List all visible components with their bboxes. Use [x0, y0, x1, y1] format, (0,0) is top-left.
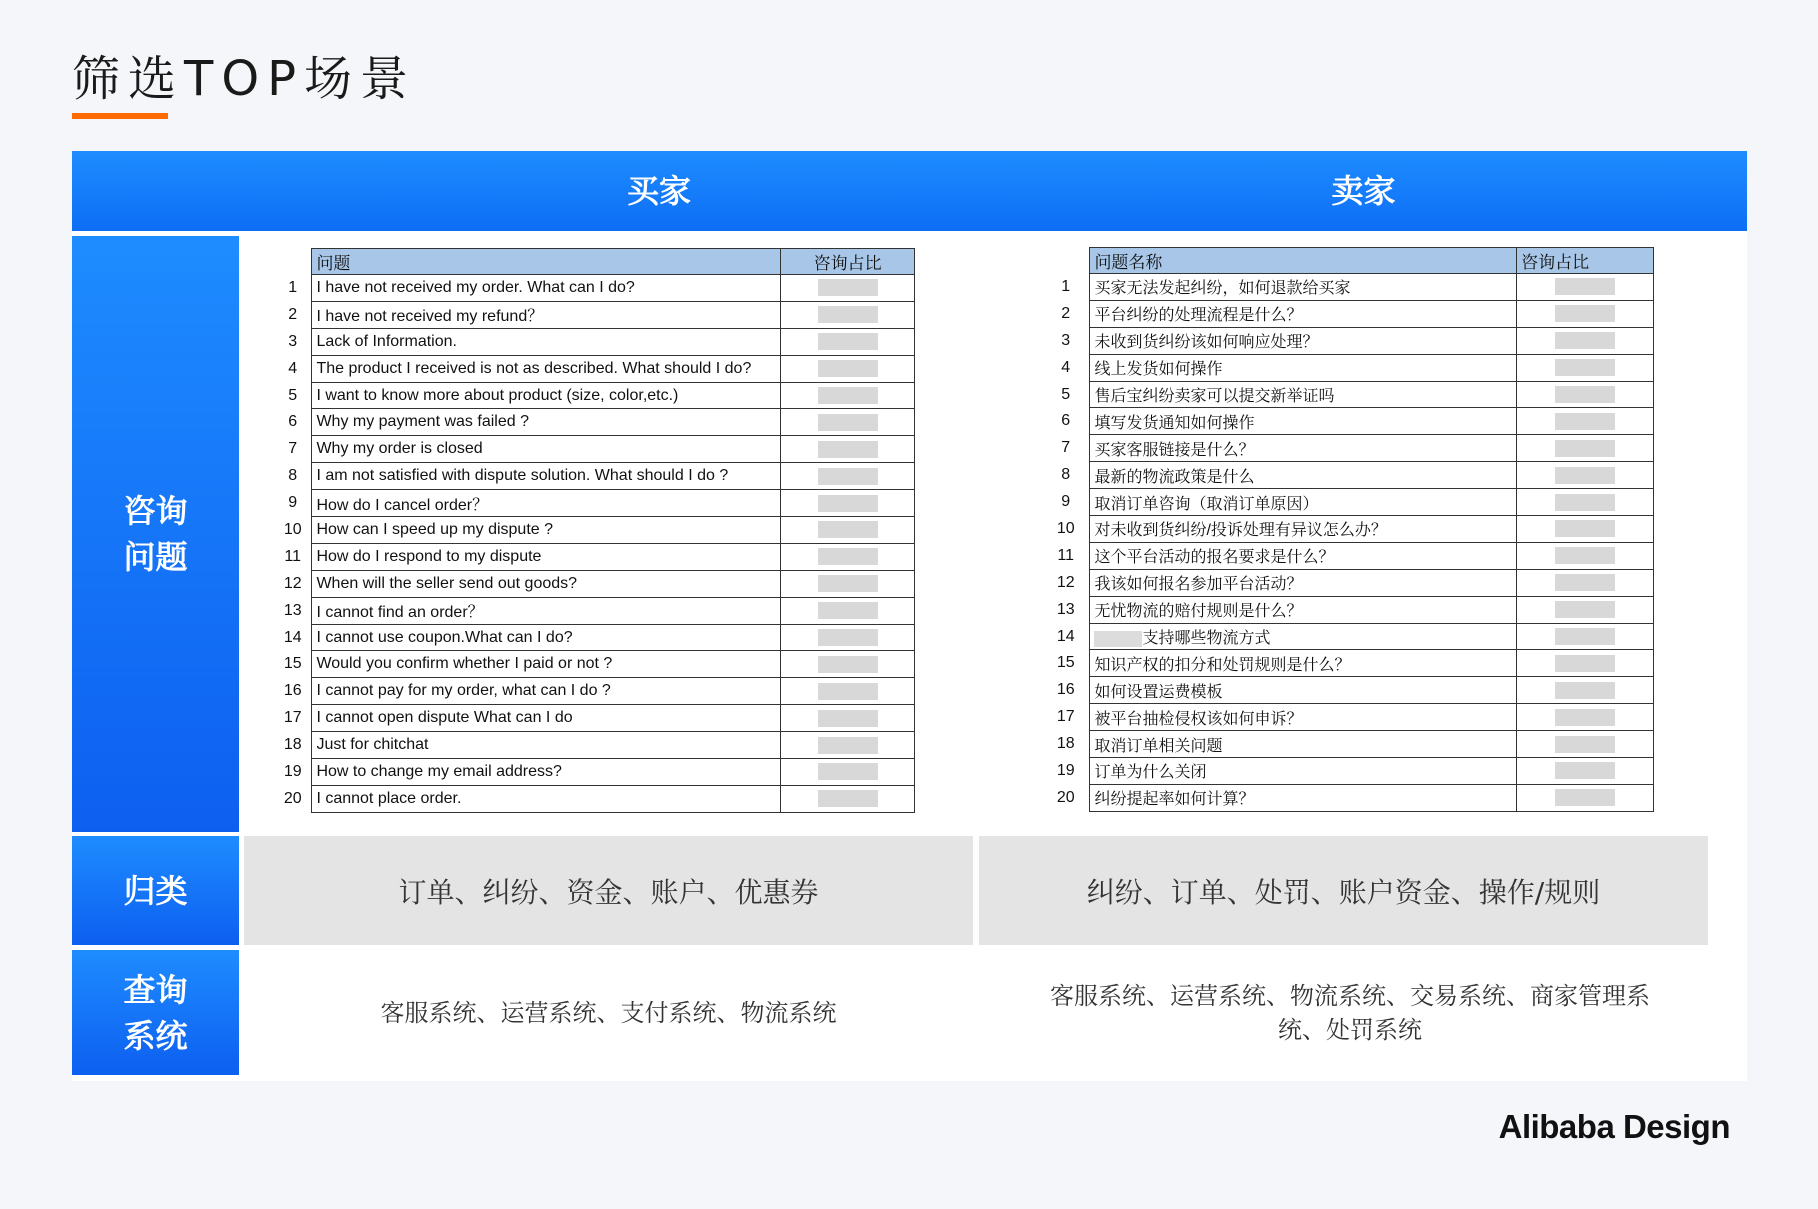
redacted-ratio: [818, 548, 878, 565]
row-number: 1: [274, 275, 312, 302]
question-text: I have not received my order. What can I do?: [312, 275, 781, 302]
question-text: 最新的物流政策是什么: [1090, 462, 1517, 489]
seller-table-header-ratio: 咨询占比: [1517, 248, 1654, 274]
redacted-ratio: [818, 414, 878, 431]
buyer-table-row: [274, 570, 915, 597]
row-label-questions: 咨询 问题: [72, 236, 239, 832]
ratio-cell: [781, 759, 915, 786]
redacted-ratio: [1555, 359, 1615, 376]
ratio-cell: [781, 409, 915, 436]
redacted-ratio: [818, 656, 878, 673]
row-number: 10: [1042, 516, 1090, 543]
seller-table-row: [1042, 758, 1654, 785]
redacted-ratio: [818, 629, 878, 646]
question-text: When will the seller send out goods?: [312, 570, 781, 597]
row-number: 9: [274, 490, 312, 517]
row-number: 14: [1042, 623, 1090, 650]
question-text: I cannot find an order？: [312, 597, 781, 624]
question-text-rest: 支持哪些物流方式: [1142, 630, 1271, 648]
ratio-cell: [1517, 758, 1654, 785]
question-text: How do I cancel order？: [312, 490, 781, 517]
row-number: 16: [274, 678, 312, 705]
row-number: 13: [1042, 596, 1090, 623]
redacted-ratio: [1555, 520, 1615, 537]
ratio-cell: [781, 624, 915, 651]
seller-table-row: [1042, 489, 1654, 516]
row-number: 6: [274, 409, 312, 436]
ratio-cell: [1517, 327, 1654, 354]
buyer-table-row: [274, 624, 915, 651]
buyer-table-row: [274, 490, 915, 517]
redacted-ratio: [1555, 386, 1615, 403]
row-number: 20: [274, 785, 312, 812]
page-title: 筛选TOP场景: [72, 51, 417, 107]
buyer-table-row: [274, 651, 915, 678]
question-text: 填写发货通知如何操作: [1090, 408, 1517, 435]
ratio-cell: [781, 785, 915, 812]
row-number: 7: [274, 436, 312, 463]
redacted-ratio: [1555, 413, 1615, 430]
redacted-ratio: [1555, 628, 1615, 645]
buyer-table-row: [274, 382, 915, 409]
seller-table-row: [1042, 596, 1654, 623]
question-text: 如何设置运费模板: [1090, 677, 1517, 704]
seller-table-row: [1042, 354, 1654, 381]
row-number: 6: [1042, 408, 1090, 435]
seller-table-row: [1042, 516, 1654, 543]
redacted-ratio: [818, 763, 878, 780]
seller-category-cell: 纠纷、订单、处罚、账户资金、操作/规则: [979, 836, 1708, 945]
seller-table-row: [1042, 623, 1654, 650]
seller-table-row: [1042, 327, 1654, 354]
question-text: How to change my email address?: [312, 759, 781, 786]
redacted-ratio: [1555, 736, 1615, 753]
question-text: 被平台抽检侵权该如何申诉？: [1090, 704, 1517, 731]
ratio-cell: [781, 597, 915, 624]
buyer-table-row: [274, 517, 915, 544]
redacted-ratio: [1555, 467, 1615, 484]
redacted-ratio: [818, 602, 878, 619]
question-text: 我该如何报名参加平台活动？: [1090, 569, 1517, 596]
ratio-cell: [781, 705, 915, 732]
redacted-ratio: [1555, 332, 1615, 349]
ratio-cell: [1517, 784, 1654, 811]
question-text: Why my order is closed: [312, 436, 781, 463]
ratio-cell: [1517, 677, 1654, 704]
redacted-ratio: [818, 333, 878, 350]
buyer-table-header-question: 问题: [312, 249, 781, 275]
buyer-table-row: [274, 436, 915, 463]
question-text: 售后宝纠纷卖家可以提交新举证吗: [1090, 381, 1517, 408]
row-number: 11: [1042, 542, 1090, 569]
ratio-cell: [1517, 435, 1654, 462]
ratio-cell: [781, 570, 915, 597]
buyer-table-row: [274, 463, 915, 490]
row-number: 13: [274, 597, 312, 624]
ratio-cell: [781, 543, 915, 570]
question-text: How do I respond to my dispute: [312, 543, 781, 570]
redacted-ratio: [1555, 709, 1615, 726]
redacted-ratio: [1555, 494, 1615, 511]
redacted-ratio: [1555, 305, 1615, 322]
redacted-ratio: [1555, 655, 1615, 672]
ratio-cell: [1517, 623, 1654, 650]
redacted-ratio: [1555, 789, 1615, 806]
row-number: 19: [1042, 758, 1090, 785]
seller-systems-cell: 客服系统、运营系统、物流系统、交易系统、商家管理系 统、处罚系统: [1050, 981, 1650, 1044]
question-text: I cannot open dispute What can I do: [312, 705, 781, 732]
question-text: 未收到货纠纷该如何响应处理？: [1090, 327, 1517, 354]
ratio-cell: [781, 651, 915, 678]
row-number: 10: [274, 517, 312, 544]
buyer-table-row: [274, 355, 915, 382]
redacted-ratio: [818, 360, 878, 377]
ratio-cell: [781, 732, 915, 759]
row-number: 11: [274, 543, 312, 570]
ratio-cell: [1517, 516, 1654, 543]
question-text: [1090, 623, 1517, 650]
seller-table-row: [1042, 677, 1654, 704]
row-number: 4: [274, 355, 312, 382]
brand-logo: Alibaba Design: [1498, 1108, 1730, 1145]
column-header-bar: [72, 151, 1747, 231]
question-text: I cannot place order.: [312, 785, 781, 812]
buyer-table-row: [274, 732, 915, 759]
redacted-ratio: [818, 495, 878, 512]
row-number: 16: [1042, 677, 1090, 704]
row-number: 3: [1042, 327, 1090, 354]
question-text: 这个平台活动的报名要求是什么？: [1090, 542, 1517, 569]
row-number: 18: [1042, 731, 1090, 758]
ratio-cell: [1517, 650, 1654, 677]
redacted-text: [1094, 631, 1142, 647]
ratio-cell: [781, 275, 915, 302]
row-number: 4: [1042, 354, 1090, 381]
buyer-column-title: 买家: [626, 172, 691, 210]
ratio-cell: [781, 328, 915, 355]
buyer-table-row: [274, 301, 915, 328]
redacted-ratio: [818, 710, 878, 727]
row-number: 17: [274, 705, 312, 732]
question-text: 纠纷提起率如何计算？: [1090, 784, 1517, 811]
seller-table-row: [1042, 408, 1654, 435]
redacted-ratio: [1555, 762, 1615, 779]
row-label-category: 归类: [72, 836, 239, 945]
buyer-table-row: [274, 328, 915, 355]
ratio-cell: [1517, 542, 1654, 569]
question-text: 买家客服链接是什么？: [1090, 435, 1517, 462]
question-text: How can I speed up my dispute ?: [312, 517, 781, 544]
redacted-ratio: [1555, 440, 1615, 457]
redacted-ratio: [818, 683, 878, 700]
redacted-ratio: [1555, 547, 1615, 564]
row-number: 5: [1042, 381, 1090, 408]
row-number: 1: [1042, 274, 1090, 301]
question-text: 线上发货如何操作: [1090, 354, 1517, 381]
question-text: Why my payment was failed ?: [312, 409, 781, 436]
ratio-cell: [781, 436, 915, 463]
ratio-cell: [1517, 300, 1654, 327]
redacted-ratio: [818, 279, 878, 296]
seller-question-table: [1042, 247, 1654, 812]
title-underline: [72, 113, 168, 119]
redacted-ratio: [818, 306, 878, 323]
redacted-ratio: [818, 387, 878, 404]
redacted-ratio: [1555, 601, 1615, 618]
seller-table-row: [1042, 381, 1654, 408]
buyer-table-row: [274, 785, 915, 812]
redacted-ratio: [1555, 278, 1615, 295]
ratio-cell: [781, 490, 915, 517]
ratio-cell: [1517, 274, 1654, 301]
row-number: 9: [1042, 489, 1090, 516]
redacted-ratio: [818, 790, 878, 807]
ratio-cell: [1517, 381, 1654, 408]
redacted-ratio: [818, 441, 878, 458]
redacted-ratio: [818, 575, 878, 592]
buyer-table-row: [274, 678, 915, 705]
seller-table-row: [1042, 704, 1654, 731]
question-text: I want to know more about product (size, color,etc.): [312, 382, 781, 409]
question-text: I cannot use coupon.What can I do?: [312, 624, 781, 651]
row-number: 2: [274, 301, 312, 328]
row-number: 2: [1042, 300, 1090, 327]
row-number: 8: [274, 463, 312, 490]
ratio-cell: [1517, 704, 1654, 731]
ratio-cell: [1517, 569, 1654, 596]
row-number: 20: [1042, 784, 1090, 811]
ratio-cell: [781, 355, 915, 382]
question-text: The product I received is not as described. What should I do?: [312, 355, 781, 382]
row-number: 15: [1042, 650, 1090, 677]
seller-table-row: [1042, 784, 1654, 811]
question-text: Just for chitchat: [312, 732, 781, 759]
seller-table-row: [1042, 542, 1654, 569]
ratio-cell: [781, 678, 915, 705]
buyer-systems-cell: 客服系统、运营系统、支付系统、物流系统: [380, 998, 837, 1027]
row-number: 15: [274, 651, 312, 678]
seller-table-row: [1042, 300, 1654, 327]
question-text: Lack of Information.: [312, 328, 781, 355]
row-number: 3: [274, 328, 312, 355]
row-number: 7: [1042, 435, 1090, 462]
question-text: I am not satisfied with dispute solution. What should I do ?: [312, 463, 781, 490]
ratio-cell: [1517, 408, 1654, 435]
row-number: 5: [274, 382, 312, 409]
redacted-ratio: [818, 737, 878, 754]
buyer-table-row: [274, 409, 915, 436]
seller-column-title: 卖家: [1331, 172, 1396, 210]
question-text: 无忧物流的赔付规则是什么？: [1090, 596, 1517, 623]
ratio-cell: [781, 463, 915, 490]
ratio-cell: [1517, 489, 1654, 516]
question-text: Would you confirm whether I paid or not ?: [312, 651, 781, 678]
redacted-ratio: [1555, 682, 1615, 699]
seller-table-row: [1042, 274, 1654, 301]
question-text: 对未收到货纠纷/投诉处理有异议怎么办？: [1090, 516, 1517, 543]
buyer-table-row: [274, 705, 915, 732]
ratio-cell: [781, 382, 915, 409]
buyer-table-row: [274, 759, 915, 786]
seller-table-row: [1042, 650, 1654, 677]
question-text: 买家无法发起纠纷，如何退款给买家: [1090, 274, 1517, 301]
buyer-table-row: [274, 275, 915, 302]
question-text: I have not received my refund？: [312, 301, 781, 328]
seller-table-row: [1042, 569, 1654, 596]
question-text: 取消订单相关问题: [1090, 731, 1517, 758]
buyer-table-row: [274, 597, 915, 624]
seller-table-header-question: 问题名称: [1090, 248, 1517, 274]
ratio-cell: [1517, 354, 1654, 381]
ratio-cell: [1517, 462, 1654, 489]
question-text: 平台纠纷的处理流程是什么？: [1090, 300, 1517, 327]
row-number: 14: [274, 624, 312, 651]
row-number: 18: [274, 732, 312, 759]
question-text: 知识产权的扣分和处罚规则是什么？: [1090, 650, 1517, 677]
seller-table-row: [1042, 435, 1654, 462]
row-number: 12: [1042, 569, 1090, 596]
redacted-ratio: [818, 468, 878, 485]
row-number: 8: [1042, 462, 1090, 489]
question-text: 取消订单咨询（取消订单原因）: [1090, 489, 1517, 516]
row-number: 17: [1042, 704, 1090, 731]
ratio-cell: [1517, 596, 1654, 623]
question-text: I cannot pay for my order, what can I do ?: [312, 678, 781, 705]
row-number: 19: [274, 759, 312, 786]
ratio-cell: [781, 517, 915, 544]
question-text: 订单为什么关闭: [1090, 758, 1517, 785]
redacted-ratio: [818, 521, 878, 538]
ratio-cell: [1517, 731, 1654, 758]
seller-table-row: [1042, 731, 1654, 758]
buyer-table-row: [274, 543, 915, 570]
seller-table-row: [1042, 462, 1654, 489]
redacted-ratio: [1555, 574, 1615, 591]
buyer-table-header-ratio: 咨询占比: [781, 249, 915, 275]
row-number: 12: [274, 570, 312, 597]
ratio-cell: [781, 301, 915, 328]
buyer-category-cell: 订单、纠纷、资金、账户、优惠券: [244, 836, 973, 945]
buyer-question-table: [274, 248, 915, 813]
row-label-systems: 查询 系统: [72, 950, 239, 1075]
